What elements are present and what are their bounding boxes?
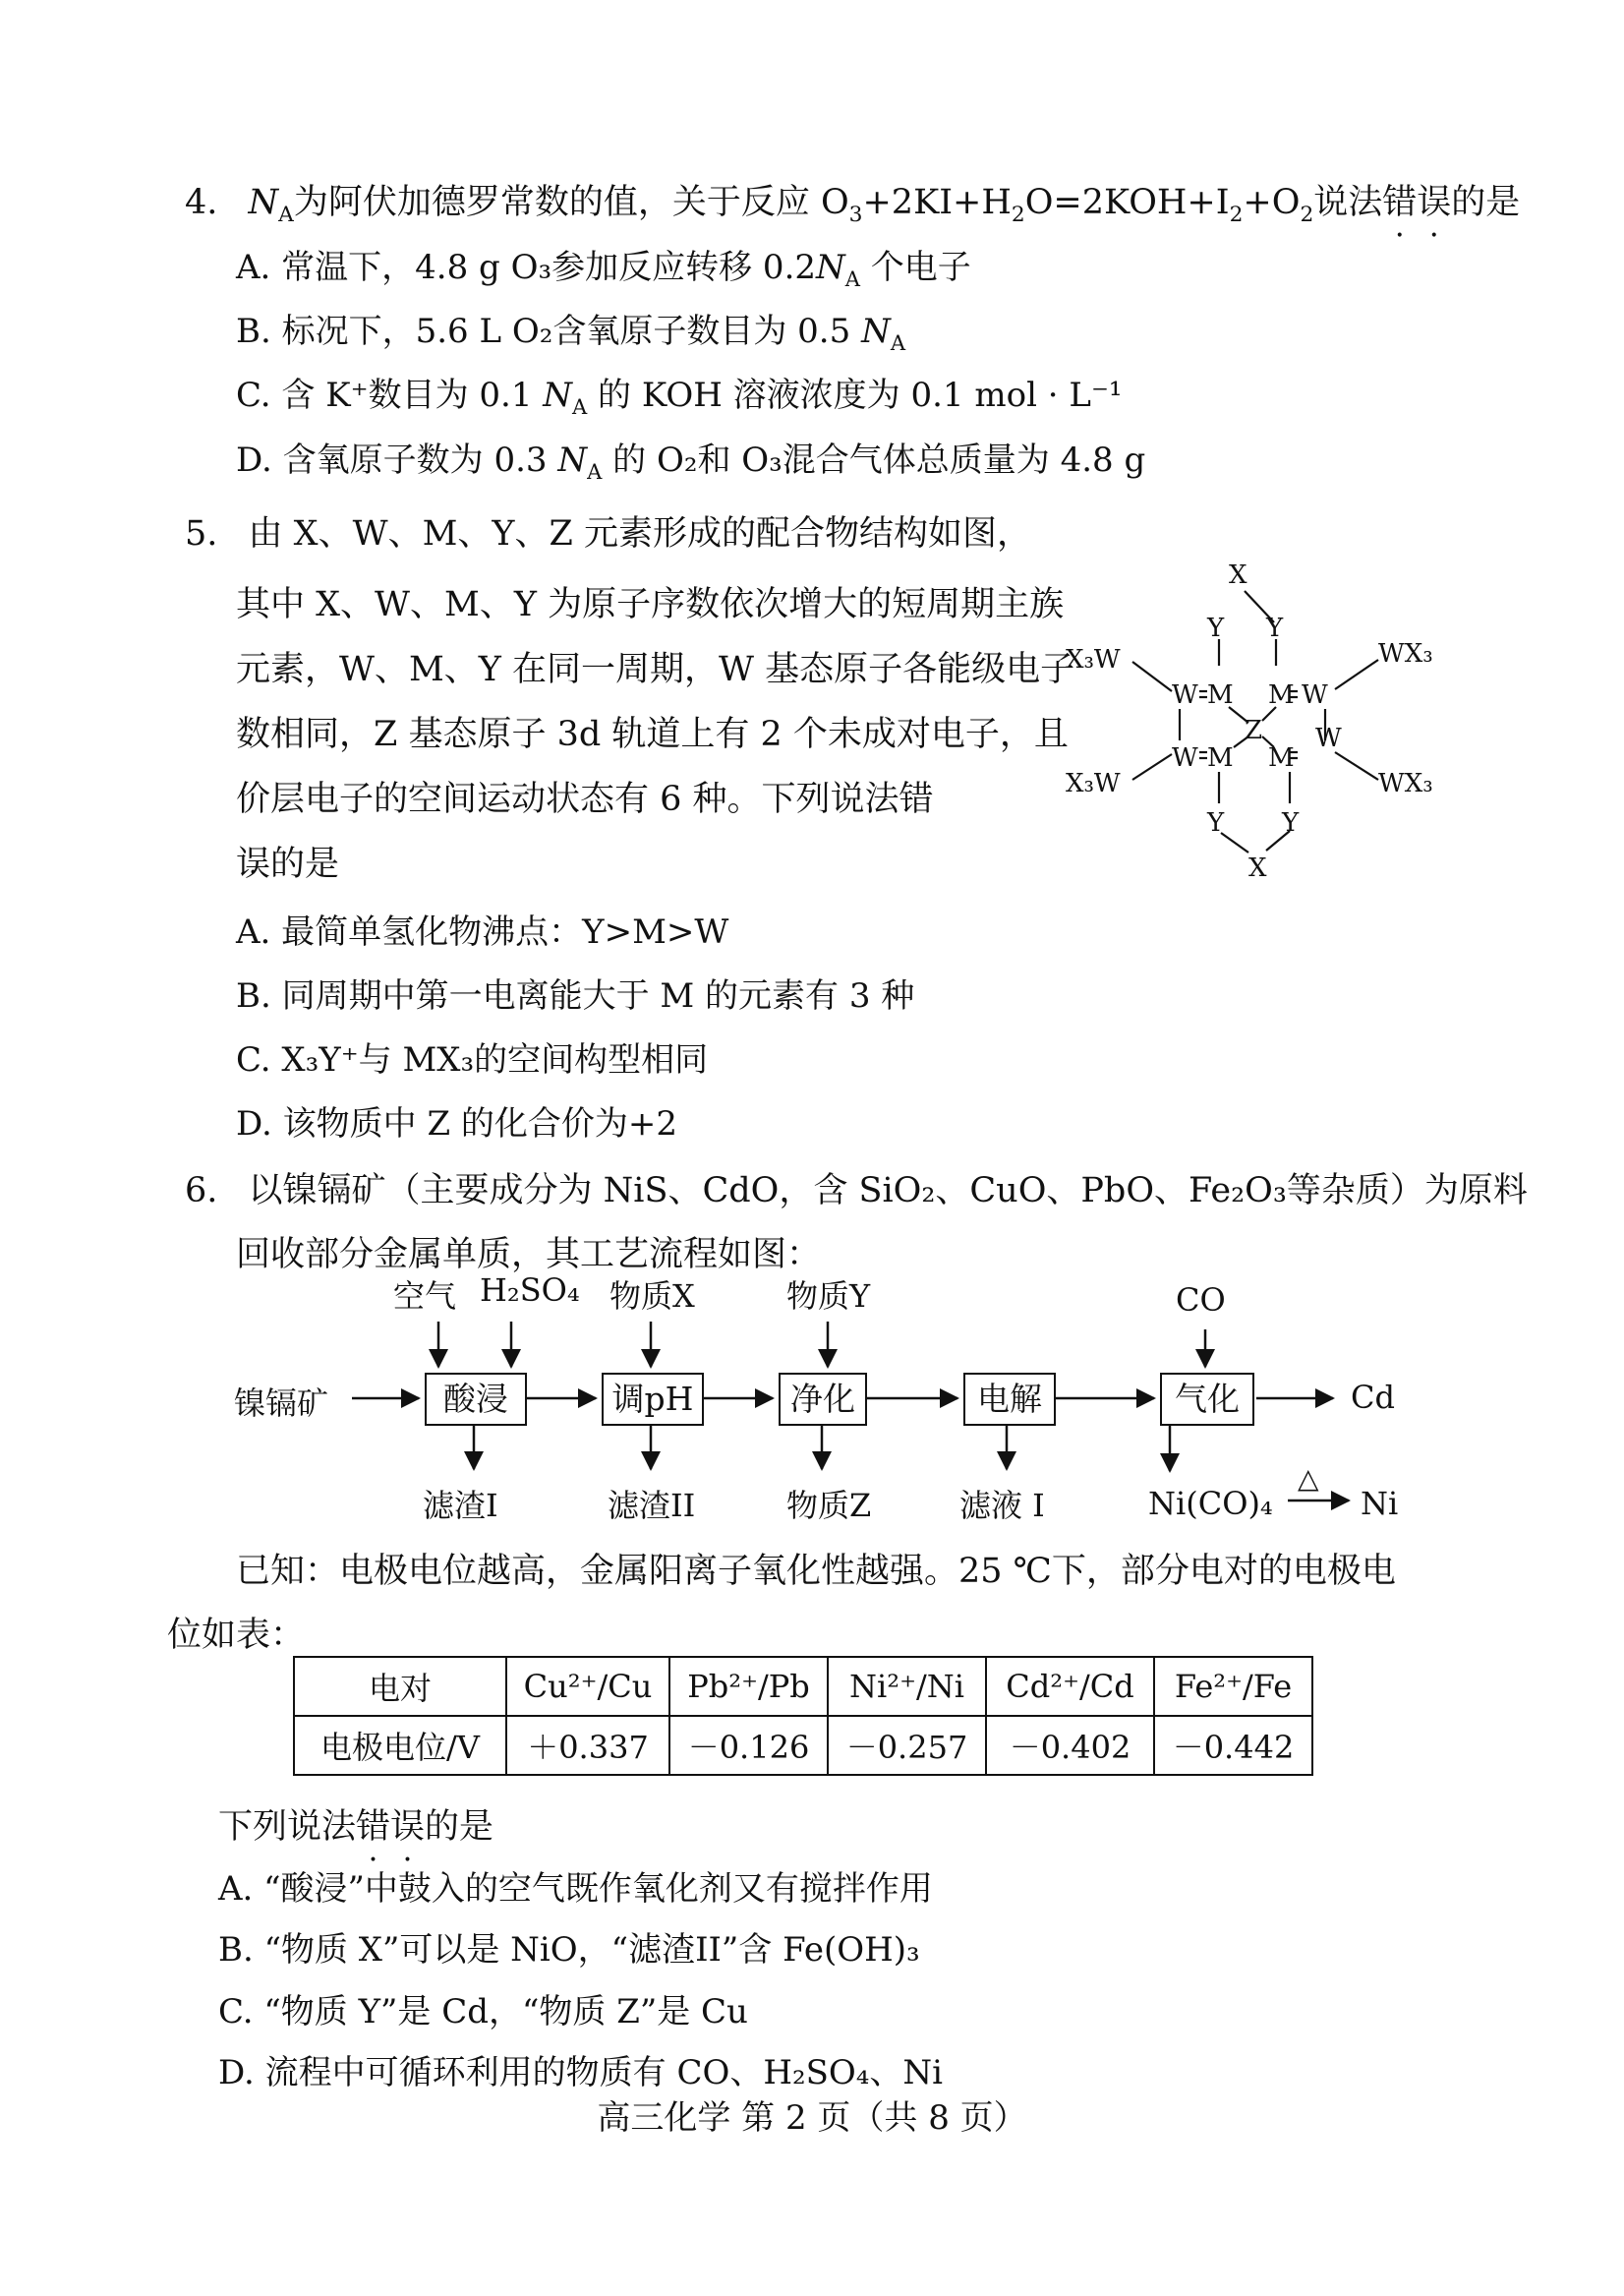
flow-product-ni: Ni — [1361, 1485, 1399, 1522]
atom-label: Y — [1282, 808, 1300, 838]
page-footer: 高三化学 第 2 页（共 8 页） — [597, 2098, 1027, 2138]
atom-label: X₃W — [1066, 769, 1121, 798]
atom-label: WX₃ — [1378, 639, 1433, 669]
table-header-cell: Pb²⁺/Pb — [669, 1657, 828, 1716]
q5-option-b: B. 同周期中第一电离能大于 M 的元素有 3 种 — [236, 976, 915, 1016]
q4-option-d: D. 含氧原子数为 0.3 $N_A$ 的 O₂和 O₃混合气体总质量为 4.8 g — [236, 441, 1146, 484]
flow-output-residue-2: 滤渣II — [608, 1487, 696, 1524]
q5-option-d: D. 该物质中 Z 的化合价为+2 — [236, 1104, 678, 1144]
atom-label: Y — [1207, 808, 1225, 838]
flow-step-adjust-ph: 调pH — [602, 1373, 704, 1426]
table-header-row — [294, 1657, 1312, 1716]
flow-output-nickel-carbonyl: Ni(CO)₄ — [1148, 1485, 1273, 1522]
atom-label: Z — [1245, 716, 1263, 745]
table-header-cell: Cu²⁺/Cu — [506, 1657, 669, 1716]
q5-option-a: A. 最简单氢化物沸点：Y>M>W — [236, 913, 729, 952]
q4-option-c: C. 含 K⁺数目为 0.1 $N_A$ 的 KOH 溶液浓度为 0.1 mol · L⁻¹ — [236, 376, 1123, 419]
table-row — [294, 1716, 1312, 1775]
flow-feed-ore: 镍镉矿 — [234, 1384, 329, 1422]
q4-stem: 4. $N_A$为阿伏加德罗常数的值，关于反应 $O_3+2KI+H_2O=2KOH+I_2+O_2$说法错误的是 — [185, 183, 1521, 227]
q5-stem-body: 其中 X、W、M、Y 为原子序数依次增大的短周期主族元素，W、M、Y 在同一周期，W 基态原子各能级电子数相同，Z 基态原子 3d 轨道上有 2 个未成对电子，且价层电子的空间运动状态有 6 种。下列说法错 误 •的是 — [236, 572, 1081, 897]
table-cell: 电极电位/V — [294, 1716, 506, 1775]
q6-option-d: D. 流程中可循环利用的物质有 CO、H₂SO₄、Ni — [218, 2053, 944, 2092]
flow-product-cd: Cd — [1351, 1379, 1395, 1416]
atom-label: X — [1248, 854, 1267, 883]
flow-output-residue-1: 滤渣I — [423, 1487, 498, 1524]
flow-input-co: CO — [1176, 1281, 1226, 1319]
flow-step-purify: 净化 — [779, 1373, 867, 1426]
atom-label: X₃W — [1066, 645, 1121, 675]
table-cell: －0.126 — [669, 1716, 828, 1775]
flow-input-substance-x: 物质X — [609, 1277, 695, 1315]
q6-option-b: B. “物质 X”可以是 NiO，“滤渣II”含 Fe(OH)₃ — [218, 1930, 920, 1970]
table-cell: ＋0.337 — [506, 1716, 669, 1775]
table-cell: －0.442 — [1154, 1716, 1312, 1775]
atom-label: Y — [1266, 614, 1284, 643]
flow-input-h2so4: H₂SO₄ — [480, 1271, 580, 1309]
atom-label: M — [1268, 680, 1295, 710]
table-header-cell: 电对 — [294, 1657, 506, 1716]
q6-known-line2: 位如表： — [167, 1616, 306, 1655]
q6-option-a: A. “酸浸”中鼓入的空气既作氧化剂又有搅拌作用 — [218, 1869, 933, 1909]
q4-option-a: A. 常温下，4.8 g O₃参加反应转移 $0.2N_A$ 个电子 — [236, 248, 971, 291]
table-cell: －0.257 — [828, 1716, 986, 1775]
flow-step-electrolysis: 电解 — [963, 1373, 1056, 1426]
q4-option-b: B. 标况下，5.6 L O₂含氧原子数目为 0.5 $N_A$ — [236, 312, 906, 355]
atom-label: M — [1207, 743, 1234, 773]
electrode-potential-table — [293, 1656, 1313, 1776]
q5-option-c: C. X₃Y⁺与 MX₃的空间构型相同 — [236, 1040, 709, 1080]
q6-option-c: C. “物质 Y”是 Cd，“物质 Z”是 Cu — [218, 1992, 748, 2031]
table-header-cell: Cd²⁺/Cd — [986, 1657, 1154, 1716]
q6-known-line1: 已知：电极电位越高，金属阳离子氧化性越强。25 ℃下，部分电对的电极电 — [236, 1552, 1396, 1591]
atom-label: WX₃ — [1378, 769, 1433, 798]
table-cell: －0.402 — [986, 1716, 1154, 1775]
q6-question-stem: 下列说法错误的是 — [218, 1807, 494, 1847]
atom-label: W — [1172, 680, 1198, 710]
flow-input-substance-y: 物质Y — [786, 1277, 871, 1315]
atom-label: M — [1207, 680, 1234, 710]
flow-step-gasify: 气化 — [1160, 1373, 1254, 1426]
q5-stem-line1: 5. 由 X、W、M、Y、Z 元素形成的配合物结构如图， — [185, 514, 1031, 554]
atom-label: X — [1229, 560, 1247, 590]
atom-label: Y — [1207, 614, 1225, 643]
flow-step-acid-leach: 酸浸 — [425, 1373, 527, 1426]
table-header-cell: Ni²⁺/Ni — [828, 1657, 986, 1716]
atom-label: W — [1315, 724, 1342, 753]
q5-number: 5. — [185, 514, 218, 554]
atom-label: M — [1268, 743, 1295, 773]
q4-number: 4. — [185, 183, 218, 222]
table-header-cell: Fe²⁺/Fe — [1154, 1657, 1312, 1716]
flow-input-air: 空气 — [393, 1277, 457, 1315]
atom-label: W — [1302, 680, 1328, 710]
atom-label: W — [1172, 743, 1198, 773]
flow-output-filtrate: 滤液 I — [959, 1487, 1045, 1524]
flow-output-substance-z: 物质Z — [786, 1487, 872, 1524]
q6-number: 6. — [185, 1171, 218, 1210]
q6-stem-line2: 回收部分金属单质，其工艺流程如图： — [236, 1235, 822, 1274]
flow-heat-symbol: △ — [1298, 1462, 1319, 1495]
q6-stem-line1: 6. 以镍镉矿（主要成分为 NiS、CdO，含 SiO₂、CuO、PbO、Fe₂O₃等杂质）为原料 — [185, 1171, 1528, 1210]
